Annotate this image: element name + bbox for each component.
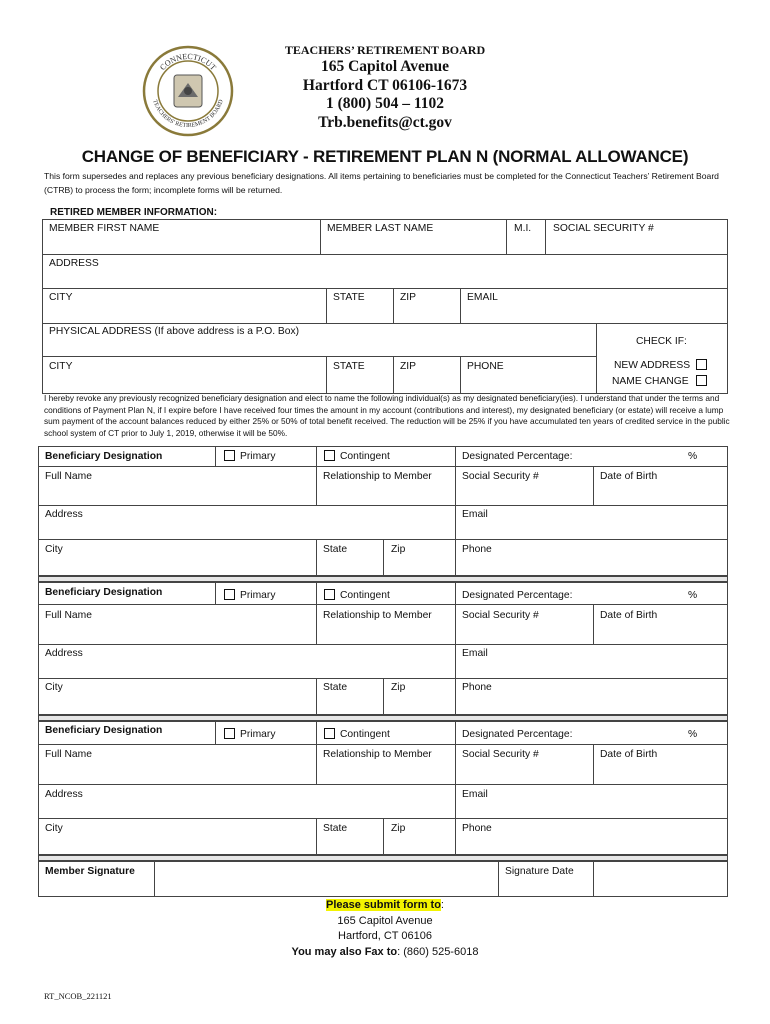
primary-checkbox[interactable] — [224, 728, 235, 739]
beneficiary-designation-label: Beneficiary Designation — [45, 725, 163, 736]
member-zip-field[interactable]: ZIP — [400, 292, 417, 303]
contingent-label: Contingent — [340, 729, 390, 740]
zip-field[interactable]: Zip — [391, 823, 406, 834]
ssn-field[interactable]: Social Security # — [462, 749, 539, 760]
contingent-label: Contingent — [340, 590, 390, 601]
svg-text:TEACHERS' RETIREMENT BOARD: TEACHERS' RETIREMENT BOARD — [151, 98, 225, 130]
member-first-name-field[interactable]: MEMBER FIRST NAME — [49, 223, 160, 234]
full-name-field[interactable]: Full Name — [45, 749, 92, 760]
address-field[interactable]: Address — [45, 789, 83, 800]
signature-date-label: Signature Date — [505, 866, 574, 877]
primary-label: Primary — [240, 729, 276, 740]
phone-field[interactable]: Phone — [462, 544, 492, 555]
member-signature-label: Member Signature — [45, 866, 135, 877]
org-phone: 1 (800) 504 – 1102 — [326, 95, 444, 112]
contingent-checkbox[interactable] — [324, 728, 335, 739]
member-signature-field[interactable] — [156, 862, 497, 896]
percent-sign: % — [688, 590, 698, 601]
submit-city: Hartford, CT 06106 — [338, 930, 432, 942]
submit-label: Please submit form to — [326, 899, 441, 911]
relationship-field[interactable]: Relationship to Member — [323, 749, 432, 760]
primary-checkbox[interactable] — [224, 450, 235, 461]
dob-field[interactable]: Date of Birth — [600, 749, 658, 760]
dob-field[interactable]: Date of Birth — [600, 610, 658, 621]
relationship-field[interactable]: Relationship to Member — [323, 471, 432, 482]
submit-instructions — [0, 899, 770, 911]
check-if-label: CHECK IF: — [636, 336, 687, 347]
member-last-name-field[interactable]: MEMBER LAST NAME — [327, 223, 434, 234]
percentage-field[interactable]: Designated Percentage: — [462, 451, 573, 462]
org-email: Trb.benefits@ct.gov — [318, 114, 452, 131]
city-field[interactable]: City — [45, 823, 63, 834]
primary-label: Primary — [240, 590, 276, 601]
ctrb-seal — [142, 45, 234, 137]
signature-date-field[interactable] — [595, 862, 727, 896]
primary-checkbox[interactable] — [224, 589, 235, 600]
member-zip2-field[interactable]: ZIP — [400, 361, 417, 372]
percent-sign: % — [688, 729, 698, 740]
submit-colon: : — [440, 899, 444, 911]
new-address-checkbox[interactable] — [696, 359, 707, 370]
full-name-field[interactable]: Full Name — [45, 610, 92, 621]
member-phone-field[interactable]: PHONE — [467, 361, 504, 372]
city-field[interactable]: City — [45, 682, 63, 693]
primary-label: Primary — [240, 451, 276, 462]
percent-sign: % — [688, 451, 698, 462]
percentage-field[interactable]: Designated Percentage: — [462, 729, 573, 740]
city-field[interactable]: City — [45, 544, 63, 555]
org-name: TEACHERS’ RETIREMENT BOARD — [284, 43, 486, 57]
org-address-line1: 165 Capitol Avenue — [320, 58, 450, 75]
beneficiary-designation-label: Beneficiary Designation — [45, 451, 163, 462]
name-change-checkbox[interactable] — [696, 375, 707, 386]
phone-field[interactable]: Phone — [462, 823, 492, 834]
state-field[interactable]: State — [323, 544, 348, 555]
zip-field[interactable]: Zip — [391, 682, 406, 693]
phone-field[interactable]: Phone — [462, 682, 492, 693]
member-email-field[interactable]: EMAIL — [467, 292, 498, 303]
address-field[interactable]: Address — [45, 648, 83, 659]
member-state2-field[interactable]: STATE — [333, 361, 365, 372]
member-city2-field[interactable]: CITY — [49, 361, 73, 372]
contingent-label: Contingent — [340, 451, 390, 462]
ssn-field[interactable]: Social Security # — [462, 471, 539, 482]
declaration-text: I hereby revoke any previously recognized beneficiary designation and elect to name the following individual(s) as my designated beneficiary(ies). I understand that under the terms and conditions of Payment Plan N, if I expire before I have received four times the amount in my account (contributions and interest), my designated beneficiary (or estate) will receive a lump sum payment of the account balances reduced by either 25% or 50% of total benefit received. The reduction will be 25% if you have accumulated ten years of credited service in the public school system of CT prior to July 1, 2019, otherwise it will be 50%. — [44, 393, 730, 439]
member-physical-address-field[interactable]: PHYSICAL ADDRESS (If above address is a P.O. Box) — [49, 326, 300, 337]
member-section-label: RETIRED MEMBER INFORMATION: — [50, 207, 218, 218]
member-city-field[interactable]: CITY — [49, 292, 73, 303]
full-name-field[interactable]: Full Name — [45, 471, 92, 482]
member-state-field[interactable]: STATE — [333, 292, 365, 303]
form-intro: This form supersedes and replaces any previous beneficiary designations. All items pertaining to beneficiaries must be completed for the Connecticut Teachers’ Retirement Board (CTRB) to process the form; incomplete forms will be returned. — [44, 171, 719, 195]
fax-line — [0, 946, 770, 958]
ssn-field[interactable]: Social Security # — [462, 610, 539, 621]
beneficiary-designation-label: Beneficiary Designation — [45, 587, 163, 598]
email-field[interactable]: Email — [462, 509, 488, 520]
contingent-checkbox[interactable] — [324, 450, 335, 461]
svg-text:CONNECTICUT: CONNECTICUT — [158, 51, 218, 73]
email-field[interactable]: Email — [462, 648, 488, 659]
address-field[interactable]: Address — [45, 509, 83, 520]
zip-field[interactable]: Zip — [391, 544, 406, 555]
new-address-label: NEW ADDRESS — [614, 360, 691, 371]
fax-number: : (860) 525-6018 — [397, 946, 479, 958]
submit-street: 165 Capitol Avenue — [337, 915, 433, 927]
dob-field[interactable]: Date of Birth — [600, 471, 658, 482]
percentage-field[interactable]: Designated Percentage: — [462, 590, 573, 601]
relationship-field[interactable]: Relationship to Member — [323, 610, 432, 621]
state-field[interactable]: State — [323, 823, 348, 834]
member-mi-field[interactable]: M.I. — [514, 223, 532, 234]
name-change-label: NAME CHANGE — [612, 376, 689, 387]
member-address-field[interactable]: ADDRESS — [49, 258, 99, 269]
form-title: CHANGE OF BENEFICIARY - RETIREMENT PLAN N (NORMAL ALLOWANCE) — [81, 147, 689, 166]
fax-label: You may also Fax to — [291, 946, 398, 958]
form-code: RT_NCOB_221121 — [44, 991, 112, 1001]
email-field[interactable]: Email — [462, 789, 488, 800]
member-ssn-field[interactable]: SOCIAL SECURITY # — [553, 223, 654, 234]
state-field[interactable]: State — [323, 682, 348, 693]
contingent-checkbox[interactable] — [324, 589, 335, 600]
org-address-line2: Hartford CT 06106-1673 — [302, 77, 468, 94]
